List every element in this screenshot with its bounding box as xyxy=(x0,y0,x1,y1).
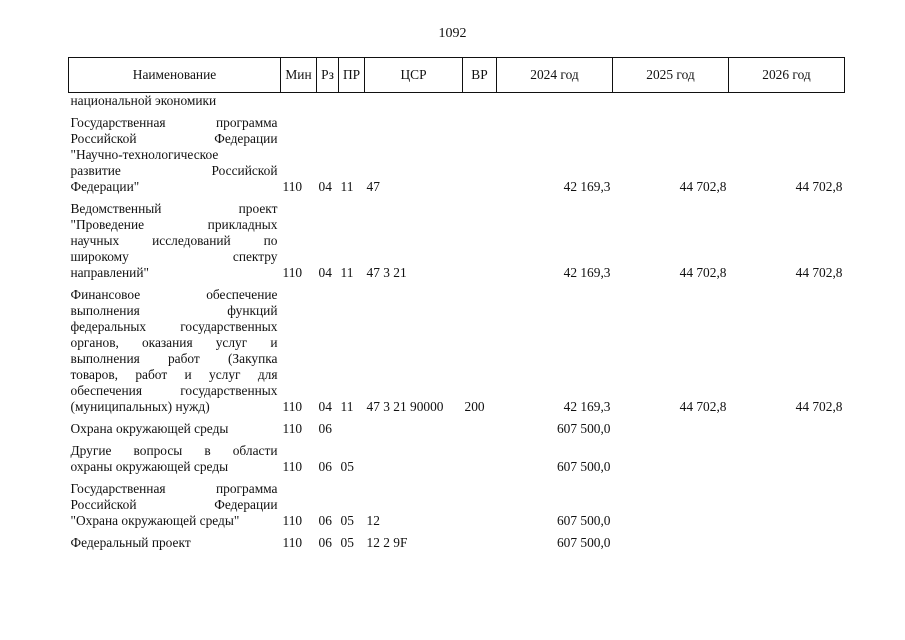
cell-y2026 xyxy=(729,475,845,529)
cell-csr xyxy=(365,415,463,437)
row-name-line: Государственная программа xyxy=(70,481,278,496)
row-name-line: Финансовое обеспечение xyxy=(70,287,278,302)
row-name xyxy=(69,93,281,110)
row-name-line: Другие вопросы в области xyxy=(70,443,278,458)
row-name-line: "Охрана окружающей среды" xyxy=(70,513,240,528)
cell-y2024: 42 169,3 xyxy=(563,179,611,194)
row-name-line: Ведомственный проект xyxy=(70,201,278,216)
header-name: Наименование xyxy=(69,58,281,93)
cell-y2025 xyxy=(613,475,729,529)
table-row xyxy=(69,93,845,110)
cell-pr: 11 xyxy=(340,399,354,414)
cell-y2024: 607 500,0 xyxy=(556,513,611,528)
cell-y2025 xyxy=(613,437,729,475)
row-name-line: Охрана окружающей среды xyxy=(70,421,229,436)
row-name-line: Федерации" xyxy=(70,179,140,194)
cell-y2025 xyxy=(613,415,729,437)
cell-y2026 xyxy=(729,93,845,110)
row-name-line: "Научно-технологическое xyxy=(70,147,219,162)
row-name-line: Федеральный проект xyxy=(70,535,191,550)
cell-vr xyxy=(463,437,497,475)
cell-pr xyxy=(339,93,365,110)
row-name-line: товаров, работ и услуг для xyxy=(70,367,278,382)
cell-vr xyxy=(463,475,497,529)
cell-rz: 04 xyxy=(318,179,332,194)
cell-min: 110 xyxy=(282,265,303,280)
cell-csr: 47 3 21 xyxy=(366,265,407,280)
cell-csr xyxy=(365,93,463,110)
row-name-line: широкому спектру xyxy=(70,249,278,264)
table-row xyxy=(69,195,845,281)
cell-y2026: 44 702,8 xyxy=(795,399,843,414)
row-name-line: охраны окружающей среды xyxy=(70,459,229,474)
row-name-line: Государственная программа xyxy=(70,115,278,130)
cell-y2025: 44 702,8 xyxy=(679,179,727,194)
header-rz: Рз xyxy=(317,58,339,93)
cell-y2026: 44 702,8 xyxy=(795,265,843,280)
row-name-line: развитие Российской xyxy=(70,163,278,178)
cell-vr xyxy=(463,109,497,195)
row-name xyxy=(69,529,281,551)
cell-csr: 47 3 21 90000 xyxy=(366,399,444,414)
row-name-line: выполнения работ (Закупка xyxy=(70,351,278,366)
cell-vr: 200 xyxy=(464,399,485,414)
table-row xyxy=(69,475,845,529)
cell-y2025 xyxy=(613,93,729,110)
cell-y2024: 607 500,0 xyxy=(556,535,611,550)
cell-y2026 xyxy=(729,529,845,551)
cell-vr xyxy=(463,195,497,281)
header-vr: ВР xyxy=(463,58,497,93)
row-name xyxy=(69,281,281,415)
cell-min: 110 xyxy=(282,459,303,474)
row-name-line: обеспечения государственных xyxy=(70,383,278,398)
row-name-line: научных исследований по xyxy=(70,233,278,248)
cell-vr xyxy=(463,415,497,437)
row-name xyxy=(69,109,281,195)
row-name xyxy=(69,195,281,281)
header-min: Мин xyxy=(281,58,317,93)
cell-min: 110 xyxy=(282,399,303,414)
table-header-row xyxy=(69,58,845,93)
cell-rz: 04 xyxy=(318,399,332,414)
cell-y2025: 44 702,8 xyxy=(679,265,727,280)
row-name-line: национальной экономики xyxy=(70,93,217,108)
cell-pr: 11 xyxy=(340,265,354,280)
row-name-line: федеральных государственных xyxy=(70,319,278,334)
table-row xyxy=(69,529,845,551)
cell-min xyxy=(281,93,317,110)
cell-pr: 11 xyxy=(340,179,354,194)
table-row xyxy=(69,415,845,437)
cell-pr: 05 xyxy=(340,535,354,550)
cell-y2026 xyxy=(729,415,845,437)
cell-csr: 12 2 9F xyxy=(366,535,408,550)
row-name-line: выполнения функций xyxy=(70,303,278,318)
header-2025: 2025 год xyxy=(613,58,729,93)
row-name-line: (муниципальных) нужд) xyxy=(70,399,210,414)
cell-y2026: 44 702,8 xyxy=(795,179,843,194)
cell-min: 110 xyxy=(282,179,303,194)
table-row xyxy=(69,281,845,415)
cell-rz: 04 xyxy=(318,265,332,280)
cell-pr xyxy=(339,415,365,437)
table-row xyxy=(69,437,845,475)
row-name-line: Российской Федерации xyxy=(70,131,278,146)
row-name-line: "Проведение прикладных xyxy=(70,217,278,232)
cell-rz: 06 xyxy=(318,535,332,550)
cell-vr xyxy=(463,529,497,551)
header-2024: 2024 год xyxy=(497,58,613,93)
cell-y2025 xyxy=(613,529,729,551)
row-name xyxy=(69,415,281,437)
cell-min: 110 xyxy=(282,535,303,550)
cell-csr: 12 xyxy=(366,513,380,528)
page-number: 1092 xyxy=(438,26,467,41)
cell-y2024: 42 169,3 xyxy=(563,265,611,280)
cell-rz xyxy=(317,93,339,110)
cell-csr xyxy=(365,437,463,475)
header-2026: 2026 год xyxy=(729,58,845,93)
row-name xyxy=(69,475,281,529)
cell-rz: 06 xyxy=(318,421,332,436)
cell-y2026 xyxy=(729,437,845,475)
row-name-line: направлений" xyxy=(70,265,149,280)
row-name-line: Российской Федерации xyxy=(70,497,278,512)
cell-pr: 05 xyxy=(340,459,354,474)
budget-table xyxy=(68,57,845,551)
row-name-line: органов, оказания услуг и xyxy=(70,335,278,350)
cell-pr: 05 xyxy=(340,513,354,528)
cell-y2024 xyxy=(497,93,613,110)
cell-csr: 47 xyxy=(366,179,380,194)
cell-rz: 06 xyxy=(318,459,332,474)
cell-min: 110 xyxy=(282,513,303,528)
cell-y2024: 607 500,0 xyxy=(556,421,611,436)
header-csr: ЦСР xyxy=(365,58,463,93)
header-pr: ПР xyxy=(339,58,365,93)
cell-y2024: 42 169,3 xyxy=(563,399,611,414)
cell-vr xyxy=(463,93,497,110)
cell-rz: 06 xyxy=(318,513,332,528)
cell-min: 110 xyxy=(282,421,303,436)
table-body xyxy=(69,93,845,552)
row-name xyxy=(69,437,281,475)
cell-y2025: 44 702,8 xyxy=(679,399,727,414)
table-row xyxy=(69,109,845,195)
cell-y2024: 607 500,0 xyxy=(556,459,611,474)
